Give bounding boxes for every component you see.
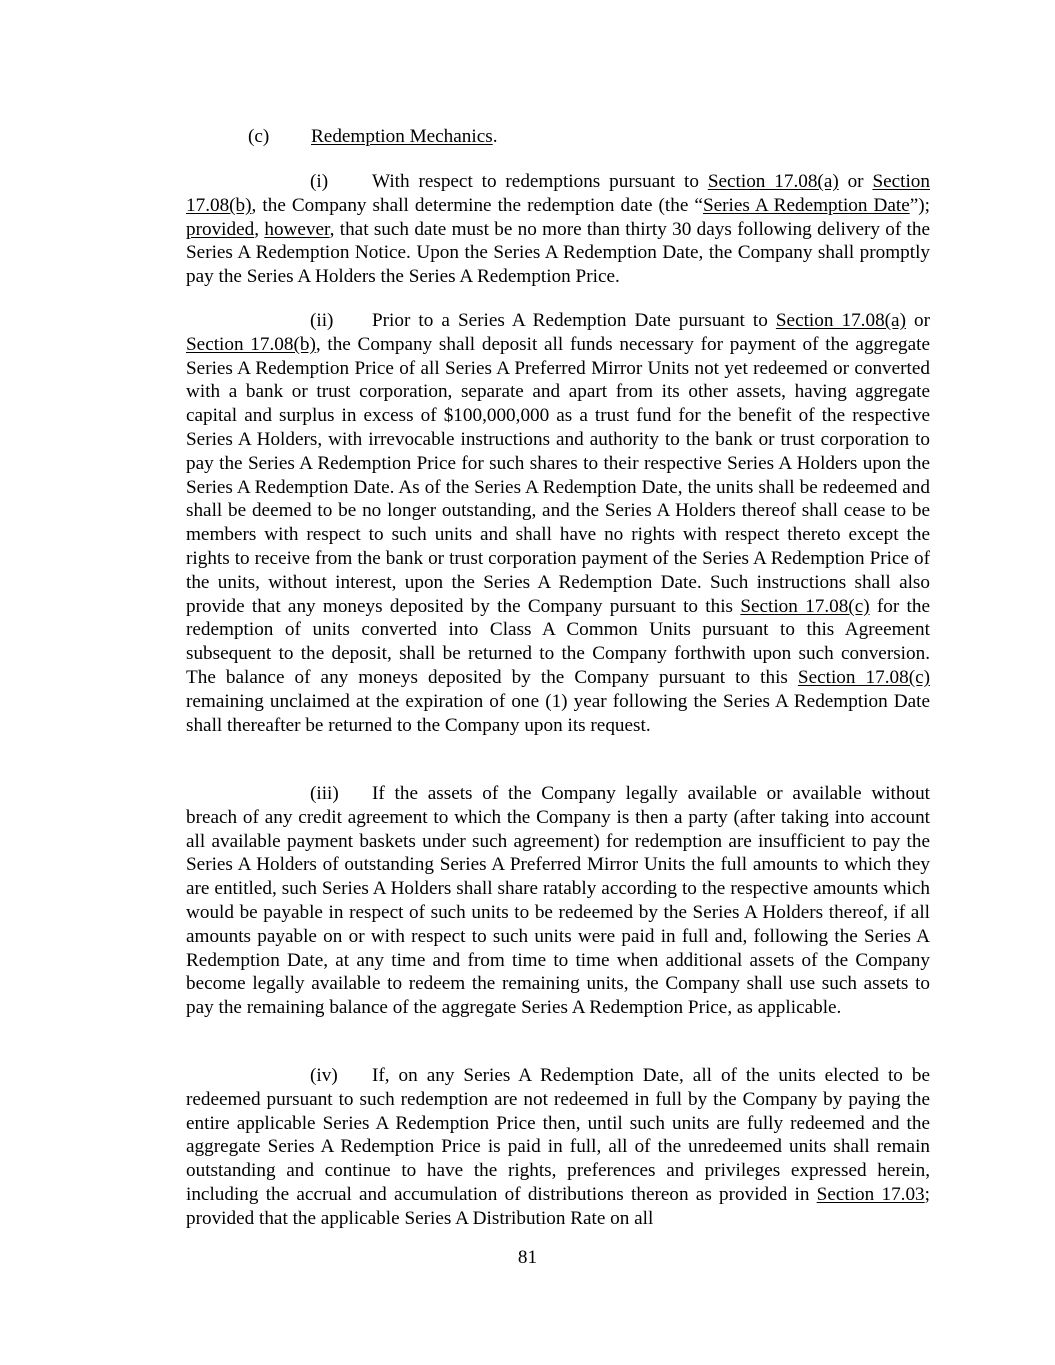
- section-reference: Section 17.08(a): [707, 171, 839, 192]
- paragraph-text: If the assets of the Company legally available or available without breach of any credit agreement to which the Company is then a party (after taking into account all available payment baskets under such agreement) for redemption are insufficient to pay the Series A Holders of outstanding Series A Preferred Mirror Units the full amounts to which they are entitled, such Series A Holders shall share ratably according to the respective amounts which would be payable in respect of such units to be redeemed by the Series A Holders thereof, if all amounts payable on or with respect to such units were paid in full and, following the Series A Redemption Date, at any time and from time to time when additional assets of the Company become legally available to redeem the remaining units, the Company shall use such assets to pay the remaining balance of the aggregate Series A Redemption Price, as applicable.: [186, 783, 930, 1019]
- section-title: Redemption Mechanics: [311, 126, 493, 147]
- paragraph-text: for the redemption of units converted into Class A Common Units pursuant to this Agreement subsequent to the deposit, shall be returned to the Company forthwith upon such conversion. The balance of any moneys deposited by the Company pursuant to this: [186, 595, 930, 688]
- paragraph-text: , that such date must be no more than thirty 30 days following delivery of the Series A Redemption Notice. Upon the Series A Redemption Date, the Company shall promptly pay the Series A Holders the Series A Redemption Price.: [186, 218, 931, 288]
- section-reference: Section 17.08(c): [797, 666, 930, 688]
- paragraph-text: Prior to a Series A Redemption Date pursuant to: [372, 310, 776, 331]
- paragraph-number: (i): [310, 171, 329, 192]
- paragraph-iii: [186, 782, 930, 1020]
- section-reference: Section 17.03: [816, 1183, 925, 1205]
- defined-term: Series A Redemption Date: [702, 194, 910, 216]
- page-number: 81: [517, 1247, 538, 1268]
- section-reference: Section 17.08(a): [775, 310, 906, 331]
- paragraph-iv: [186, 1064, 930, 1231]
- paragraph-text: ”);: [909, 194, 930, 216]
- paragraph-number: (ii): [310, 310, 334, 331]
- emphasis-term: provided: [186, 218, 255, 240]
- section-reference: Section 17.08(c): [740, 595, 870, 617]
- paragraph-text: , the Company shall deposit all funds necessary for payment of the aggregate Series A Redemption Price of all Series A Preferred Mirror Units not yet redeemed or converted with a bank or trust corporation, separate and apart from its other assets, having aggregate capital and surplus in excess of $100,000,000 as a trust fund for the benefit of the respective Series A Holders, with irrevocable instructions and authority to the bank or trust corporation to pay the Series A Redemption Price for such shares to their respective Series A Holders upon the Series A Redemption Date. As of the Series A Redemption Date, the units shall be redeemed and shall be deemed to be no longer outstanding, and the Series A Holders thereof shall cease to be members with respect to such units and shall have no rights with respect thereto except the rights to receive from the bank or trust corporation payment of the Series A Redemption Price of the units, without interest, upon the Series A Redemption Date. Such instructions shall also provide that any moneys deposited by the Company pursuant to this: [186, 333, 930, 617]
- section-title-period: .: [492, 126, 498, 147]
- paragraph-number: (iv): [310, 1065, 338, 1086]
- paragraph-text: or: [838, 171, 873, 192]
- paragraph-ii: [186, 309, 930, 737]
- section-heading: [248, 125, 498, 149]
- paragraph-text: With respect to redemptions pursuant to: [372, 171, 708, 192]
- section-label: (c): [248, 126, 270, 147]
- paragraph-text: remaining unclaimed at the expiration of one (1) year following the Series A Redemption Date shall thereafter be returned to the Company upon its request.: [186, 690, 930, 736]
- paragraph-text: ; provided that the applicable Series A Distribution Rate on all: [186, 1183, 930, 1229]
- paragraph-text: or: [905, 310, 930, 331]
- paragraph-number: (iii): [310, 783, 339, 804]
- paragraph-text: If, on any Series A Redemption Date, all of the units elected to be redeemed pursuant to such redemption are not redeemed in full by the Company by paying the entire applicable Series A Redemption Price then, until such units are fully redeemed and the aggregate Series A Redemption Price is paid in full, all of the unredeemed units shall remain outstanding and continue to have the rights, preferences and privileges expressed herein, including the accrual and accumulation of distributions thereon as provided in: [186, 1065, 930, 1205]
- paragraph-text: ,: [254, 218, 265, 240]
- paragraph-text: , the Company shall determine the redemption date (the “: [251, 194, 703, 216]
- section-reference: Section 17.08(b): [186, 171, 930, 216]
- emphasis-term: however: [264, 218, 330, 240]
- paragraph-i: [186, 170, 930, 289]
- section-reference: Section 17.08(b): [186, 333, 316, 355]
